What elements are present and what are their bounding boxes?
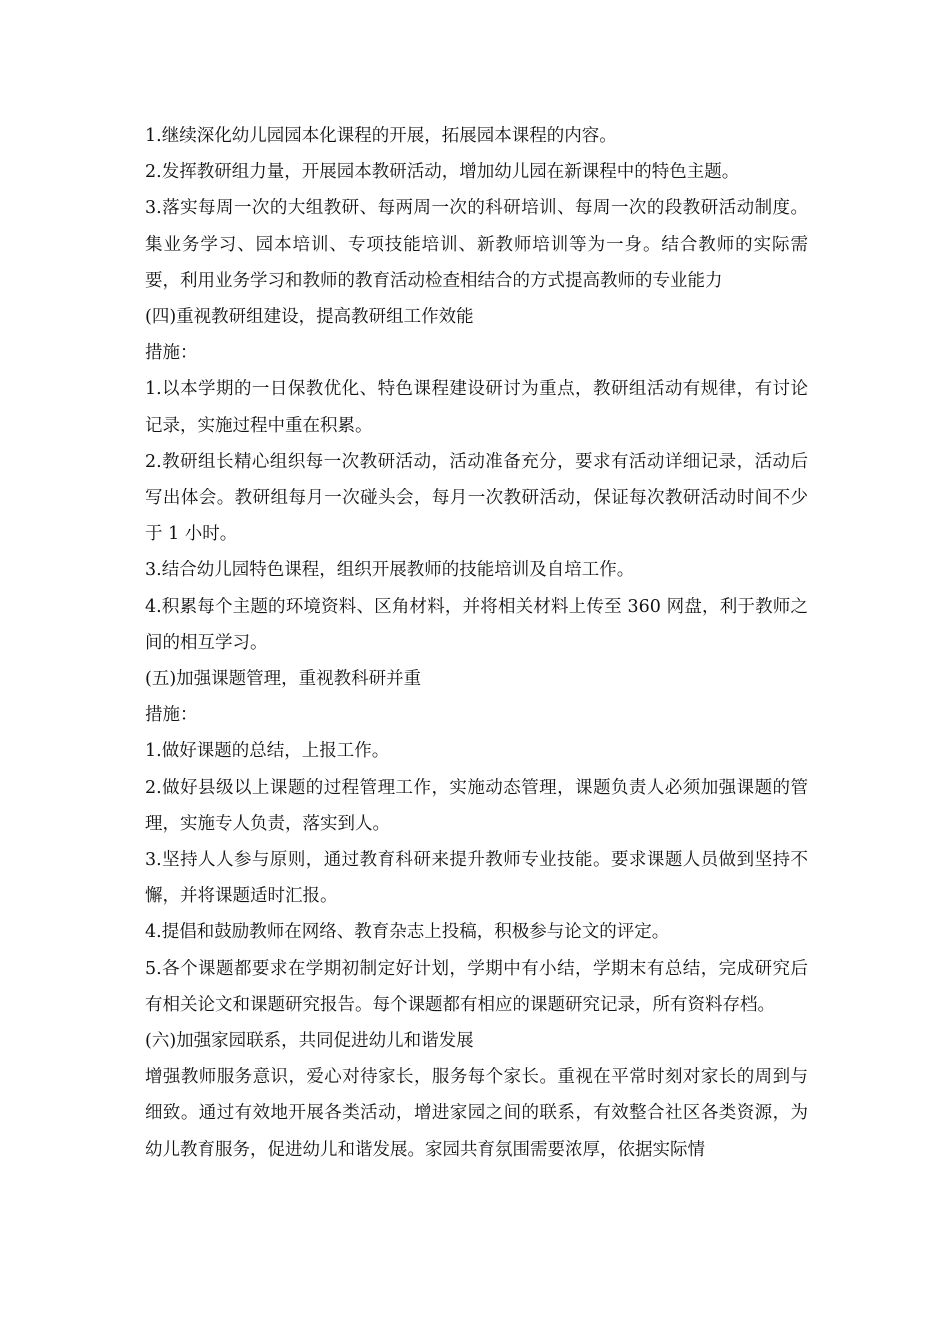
list-item: 3.结合幼儿园特色课程，组织开展教师的技能培训及自培工作。 (145, 560, 635, 581)
list-item: 1.继续深化幼儿园园本化课程的开展，拓展园本课程的内容。 (145, 126, 617, 146)
measures-label: 措施： (145, 343, 198, 364)
body-paragraph: 增强教师服务意识，爱心对待家长，服务每个家长。重视在平常时刻对家长的周到与细致。通过有效地开展各类活动，增进家园之间的联系，有效整合社区各类资源，为幼儿教育服务，促进幼儿和谐发展。家园共育氛围需要浓厚，依据实际情 (145, 1067, 808, 1160)
section-heading: (四)重视教研组建设，提高教研组工作效能 (145, 307, 474, 328)
list-item: 5.各个课题都要求在学期初制定好计划，学期中有小结，学期末有总结，完成研究后有相关论文和课题研究报告。每个课题都有相应的课题研究记录，所有资料存档。 (145, 958, 808, 1015)
section-heading: (五)加强课题管理，重视教科研并重 (145, 669, 422, 690)
list-item: 2.做好县级以上课题的过程管理工作，实施动态管理，课题负责人必须加强课题的管理，实施专人负责，落实到人。 (145, 777, 808, 834)
measures-label: 措施： (145, 705, 198, 726)
list-item: 4.提倡和鼓励教师在网络、教育杂志上投稿，积极参与论文的评定。 (145, 922, 670, 943)
list-item: 4.积累每个主题的环境资料、区角材料，并将相关材料上传至 360 网盘，利于教师之间的相互学习。 (145, 596, 808, 653)
list-item: 3.落实每周一次的大组教研、每两周一次的科研培训、每周一次的段教研活动制度。集业务学习、园本培训、专项技能培训、新教师培训等为一身。结合教师的实际需要，利用业务学习和教师的教育活动检查相结合的方式提高教师的专业能力 (145, 198, 808, 291)
list-item: 2.发挥教研组力量，开展园本教研活动，增加幼儿园在新课程中的特色主题。 (145, 162, 740, 183)
document-page (145, 118, 808, 1168)
section-heading: (六)加强家园联系，共同促进幼儿和谐发展 (145, 1031, 474, 1052)
list-item: 3.坚持人人参与原则，通过教育科研来提升教师专业技能。要求课题人员做到坚持不懈，并将课题适时汇报。 (145, 850, 808, 907)
list-item: 1.做好课题的总结，上报工作。 (145, 741, 390, 762)
list-item: 1.以本学期的一日保教优化、特色课程建设研讨为重点，教研组活动有规律，有讨论记录，实施过程中重在积累。 (145, 379, 808, 436)
list-item: 2.教研组长精心组织每一次教研活动，活动准备充分，要求有活动详细记录，活动后写出体会。教研组每月一次碰头会，每月一次教研活动，保证每次教研活动时间不少于 1 小时。 (145, 451, 808, 545)
